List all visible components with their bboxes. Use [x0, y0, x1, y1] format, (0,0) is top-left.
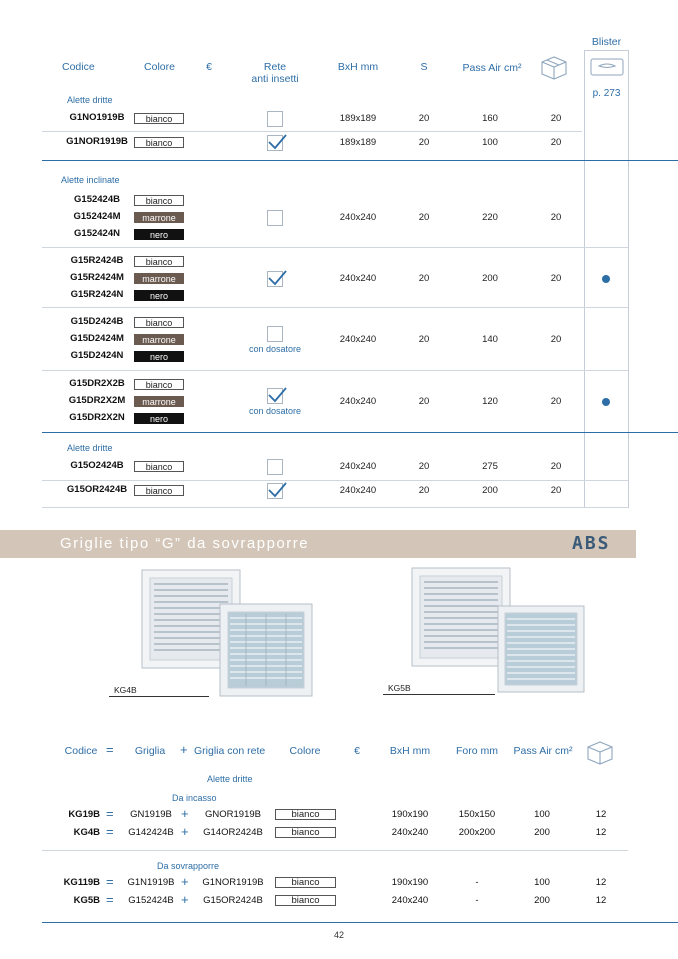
product-code: G15D2424B: [70, 316, 124, 327]
bxh-value: 190x190: [391, 809, 429, 820]
color-swatch: bianco: [134, 195, 184, 206]
pass-air-value: 200: [534, 895, 550, 906]
pass-air-value: 160: [482, 112, 498, 124]
t2-box-icon: [585, 738, 615, 766]
s-value: 20: [418, 136, 430, 148]
blister-dot: [602, 398, 610, 406]
pack-qty-value: 20: [550, 112, 562, 124]
product-code: G152424M: [73, 211, 121, 222]
pack-qty-value: 20: [550, 333, 562, 345]
bxh-value: 240x240: [391, 827, 429, 838]
color-swatch: nero: [134, 413, 184, 424]
rete-checkbox-checked: [267, 483, 283, 499]
color-box: bianco: [275, 895, 336, 906]
s-value: 20: [418, 333, 430, 345]
product-code: G1NOR1919B: [66, 136, 128, 147]
image-label-underline-right: [383, 694, 495, 695]
box-icon: [538, 53, 570, 81]
griglia-rete-code: GNOR1919B: [205, 809, 261, 820]
product-image-kg5b: [410, 566, 590, 696]
griglia-rete-code: G14OR2424B: [203, 827, 263, 838]
pass-air-value: 100: [482, 136, 498, 148]
pass-air-value: 220: [482, 211, 498, 223]
rete-checkbox-empty: [267, 111, 283, 127]
kit-code: KG4B: [73, 827, 100, 838]
bxh-value: 190x190: [391, 877, 429, 888]
bxh-value: 240x240: [339, 211, 377, 223]
group-label: Alette dritte: [67, 443, 113, 453]
equals-sign: =: [106, 806, 114, 821]
color-swatch: bianco: [134, 137, 184, 148]
page-number: 42: [333, 930, 344, 940]
s-value: 20: [418, 112, 430, 124]
product-code: G152424B: [74, 194, 120, 205]
pass-air-value: 140: [482, 333, 498, 345]
bxh-value: 189x189: [339, 112, 377, 124]
product-code: G15OR2424B: [66, 484, 128, 495]
equals-sign: =: [106, 892, 114, 907]
plus-sign: +: [181, 874, 189, 889]
image-label-kg4b: KG4B: [114, 685, 137, 695]
check-icon: [266, 131, 288, 153]
product-code: G1NO1919B: [69, 112, 125, 123]
pack-qty-value: 12: [595, 827, 607, 838]
s-value: 20: [418, 460, 430, 472]
product-code: G15R2424M: [70, 272, 124, 283]
equals-sign: =: [106, 824, 114, 839]
subgroup-label: Da incasso: [172, 793, 217, 803]
pack-qty-value: 20: [550, 136, 562, 148]
col-header-rete-line1: Rete: [263, 61, 287, 73]
check-icon: [266, 267, 288, 289]
pack-qty-value: 12: [595, 809, 607, 820]
blister-hanger-icon: [590, 58, 624, 76]
pack-qty-value: 20: [550, 395, 562, 407]
bxh-value: 240x240: [339, 484, 377, 496]
bxh-value: 189x189: [339, 136, 377, 148]
t2-header-pass-air: Pass Air cm²: [513, 745, 573, 757]
foro-value: -: [475, 877, 479, 888]
bxh-value: 240x240: [339, 460, 377, 472]
row-divider: [42, 307, 628, 308]
row-divider: [42, 480, 628, 481]
dosatore-label: con dosatore: [248, 405, 302, 416]
rete-checkbox-empty: [267, 326, 283, 342]
pass-air-value: 200: [482, 484, 498, 496]
product-code: G15R2424B: [70, 255, 124, 266]
color-swatch: bianco: [134, 461, 184, 472]
foro-value: 150x150: [458, 809, 496, 820]
color-swatch: bianco: [134, 485, 184, 496]
subgroup-divider: [42, 850, 628, 851]
footer-divider: [42, 922, 678, 923]
check-icon: [266, 384, 288, 406]
group-label: Alette dritte: [67, 95, 113, 105]
color-swatch: marrone: [134, 396, 184, 407]
color-box: bianco: [275, 827, 336, 838]
pass-air-value: 120: [482, 395, 498, 407]
kit-code: KG119B: [63, 877, 100, 888]
product-code: G15R2424N: [70, 289, 124, 300]
pass-air-value: 200: [482, 272, 498, 284]
col-header-bxh: BxH mm: [337, 61, 379, 73]
row-divider: [42, 131, 582, 132]
t2-header-foro: Foro mm: [456, 745, 498, 757]
product-code: G15DR2X2N: [69, 412, 125, 423]
t2-header-griglia: Griglia: [134, 745, 166, 757]
row-divider: [42, 247, 628, 248]
bxh-value: 240x240: [339, 333, 377, 345]
blister-dot: [602, 275, 610, 283]
image-label-underline-left: [109, 696, 209, 697]
griglia-rete-code: G1NOR1919B: [202, 877, 264, 888]
color-swatch: nero: [134, 290, 184, 301]
group-divider: [42, 432, 678, 433]
kit-code: KG19B: [68, 809, 100, 820]
pass-air-value: 100: [534, 809, 550, 820]
product-code: G15O2424B: [70, 460, 124, 471]
plus-sign: +: [181, 824, 189, 839]
t2-header-plus: +: [180, 742, 188, 757]
col-header-colore: Colore: [144, 61, 175, 73]
product-code: G15D2424N: [70, 350, 124, 361]
product-code: G15D2424M: [70, 333, 124, 344]
pack-qty-value: 12: [595, 877, 607, 888]
color-swatch: marrone: [134, 273, 184, 284]
dosatore-label: con dosatore: [248, 343, 302, 354]
col-header-euro: €: [206, 61, 212, 73]
pass-air-value: 275: [482, 460, 498, 472]
product-code: G15DR2X2M: [68, 395, 126, 406]
bxh-value: 240x240: [339, 395, 377, 407]
griglia-rete-code: G15OR2424B: [203, 895, 263, 906]
color-box: bianco: [275, 809, 336, 820]
pack-qty-value: 20: [550, 272, 562, 284]
color-swatch: bianco: [134, 379, 184, 390]
color-swatch: marrone: [134, 212, 184, 223]
image-label-kg5b: KG5B: [388, 683, 411, 693]
t2-header-colore: Colore: [289, 745, 321, 757]
color-box: bianco: [275, 877, 336, 888]
griglia-code: G142424B: [128, 827, 174, 838]
t2-header-eq: =: [106, 742, 114, 757]
col-header-rete-line2: anti insetti: [251, 73, 299, 85]
subgroup-label: Da sovrapporre: [157, 861, 220, 871]
griglia-code: GN1919B: [130, 809, 172, 820]
group-label: Alette inclinate: [61, 175, 120, 185]
pass-air-value: 200: [534, 827, 550, 838]
foro-value: -: [475, 895, 479, 906]
pack-qty-value: 20: [550, 484, 562, 496]
blister-page-ref: p. 273: [592, 88, 621, 99]
color-swatch: nero: [134, 229, 184, 240]
t2-header-griglia-rete: Griglia con rete: [194, 745, 266, 757]
s-value: 20: [418, 211, 430, 223]
section-title: Griglie tipo “G” da sovrapporre: [60, 535, 310, 552]
rete-checkbox-checked: [267, 271, 283, 287]
kit-code: KG5B: [73, 895, 100, 906]
bxh-value: 240x240: [391, 895, 429, 906]
col-header-pass-air: Pass Air cm²: [462, 62, 522, 74]
color-swatch: marrone: [134, 334, 184, 345]
plus-sign: +: [181, 892, 189, 907]
col-header-codice: Codice: [62, 61, 95, 73]
material-label: ABS: [572, 533, 611, 554]
product-code: G15DR2X2B: [69, 378, 125, 389]
col-header-blister: Blister: [591, 36, 622, 48]
color-swatch: bianco: [134, 317, 184, 328]
check-icon: [266, 479, 288, 501]
bxh-value: 240x240: [339, 272, 377, 284]
row-divider: [42, 370, 628, 371]
product-code: G152424N: [74, 228, 120, 239]
plus-sign: +: [181, 806, 189, 821]
t2-header-euro: €: [354, 745, 360, 757]
t2-header-codice: Codice: [64, 745, 98, 757]
group-divider: [42, 160, 678, 161]
griglia-code: G1N1919B: [127, 877, 175, 888]
pack-qty-value: 20: [550, 211, 562, 223]
rete-checkbox-checked: [267, 135, 283, 151]
t2-group-label: Alette dritte: [207, 774, 253, 784]
color-swatch: bianco: [134, 113, 184, 124]
color-swatch: nero: [134, 351, 184, 362]
s-value: 20: [418, 484, 430, 496]
rete-checkbox-empty: [267, 210, 283, 226]
rete-checkbox-empty: [267, 459, 283, 475]
pack-qty-value: 12: [595, 895, 607, 906]
foro-value: 200x200: [458, 827, 496, 838]
pass-air-value: 100: [534, 877, 550, 888]
product-image-kg4b: [140, 568, 320, 698]
t2-header-bxh: BxH mm: [389, 745, 431, 757]
equals-sign: =: [106, 874, 114, 889]
s-value: 20: [418, 395, 430, 407]
col-header-s: S: [420, 61, 428, 73]
group-divider: [42, 507, 628, 508]
griglia-code: G152424B: [128, 895, 174, 906]
s-value: 20: [418, 272, 430, 284]
rete-checkbox-checked: [267, 388, 283, 404]
pack-qty-value: 20: [550, 460, 562, 472]
color-swatch: bianco: [134, 256, 184, 267]
